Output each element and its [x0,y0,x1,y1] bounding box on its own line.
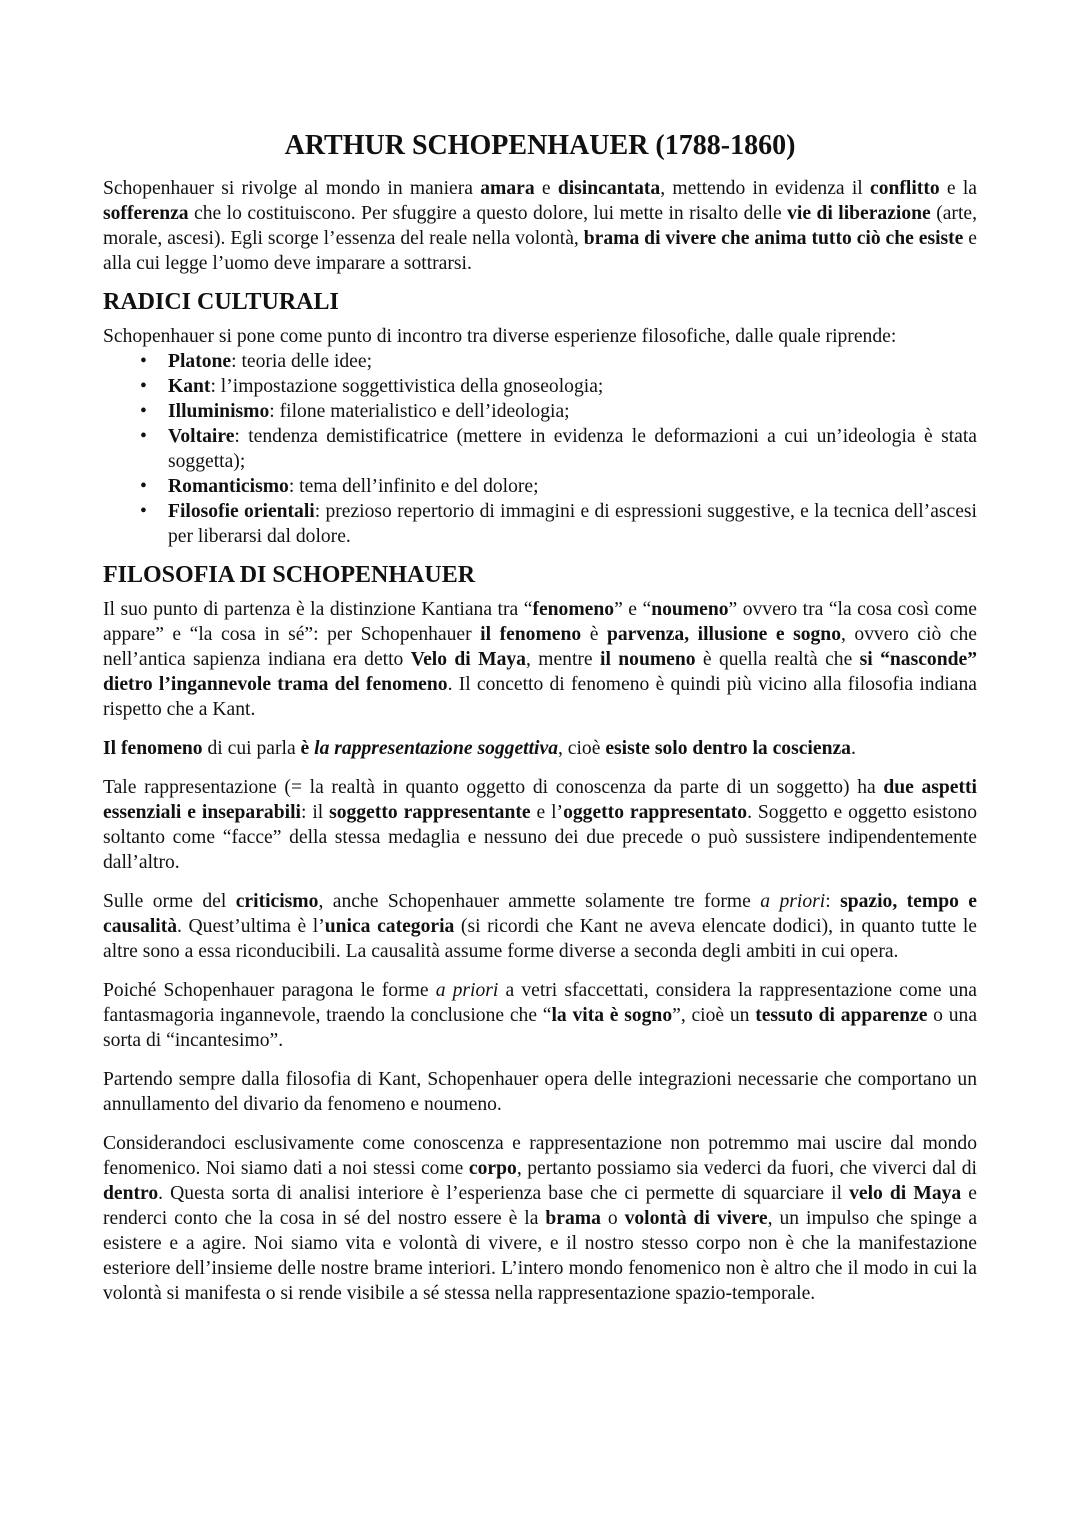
bullet-icon: • [140,426,147,447]
page-title: ARTHUR SCHOPENHAUER (1788-1860) [284,130,796,161]
body-paragraph: Considerandoci esclusivamente come conoscenza e rappresentazione non potremmo mai uscire dal mondo fenomenico. Noi siamo dati a noi stessi come corpo, pertanto possiamo sia vederci da fuori, che viverci dal di dentro. Questa sorta di analisi interiore è l’esperienza base che ci permette di squarciare il velo di Maya e renderci conto che la cosa in sé del nostro essere è la brama o volontà di vivere, un impulso che spinge a esistere e a agire. Noi siamo vita e volontà di vivere, e il nostro stesso corpo non è che la manifestazione esteriore dell’insieme delle nostre brame interiori. L’intero mondo fenomenico non è altro che il modo in cui la volontà si manifesta o si rende visibile a sé stessa nella rappresentazione spazio-temporale. [103,1133,978,1304]
body-paragraph: Il fenomeno di cui parla è la rappresentazione soggettiva, cioè esiste solo dentro la coscienza. [103,738,856,759]
body-paragraph: Tale rappresentazione (= la realtà in quanto oggetto di conoscenza da parte di un soggetto) ha due aspetti essenziali e inseparabili: il soggetto rappresentante e l’oggetto rappresentato. Soggetto e oggetto esistono soltanto come “facce” della stessa medaglia e nessuno dei due precede o può sussistere indipendentemente dall’altro. [103,777,977,873]
body-paragraph: Sulle orme del criticismo, anche Schopenhauer ammette solamente tre forme a priori: spazio, tempo e causalità. Quest’ultima è l’unica categoria (si ricordi che Kant ne aveva elencate dodici), in quanto tutte le altre sono a essa riconducibili. La causalità assume forme diverse a seconda degli ambiti in cui opera. [103,891,977,962]
bullet-icon: • [140,376,147,397]
section-lead-paragraph: Schopenhauer si pone come punto di incontro tra diverse esperienze filosofiche, dalle quale riprende: [103,326,897,347]
list-item-text: Platone: teoria delle idee; [168,351,373,372]
list-item-text: Filosofie orientali: prezioso repertorio di immagini e di espressioni suggestive, e la tecnica dell’ascesi per liberarsi dal dolore. [168,501,977,547]
list-item [103,374,977,399]
influences-list [103,349,977,549]
list-item [103,424,977,474]
section-heading-filosofia: FILOSOFIA DI SCHOPENHAUER [103,562,476,588]
list-item [103,499,977,549]
bullet-icon: • [140,401,147,422]
list-item-text: Romanticismo: tema dell’infinito e del dolore; [168,476,539,497]
bullet-icon: • [140,476,147,497]
section-heading-radici-culturali: RADICI CULTURALI [103,289,339,315]
list-item [103,349,977,374]
body-paragraph: Partendo sempre dalla filosofia di Kant, Schopenhauer opera delle integrazioni necessarie che comportano un annullamento del divario da fenomeno e noumeno. [103,1069,977,1115]
list-item [103,399,977,424]
bullet-icon: • [140,351,147,372]
list-item [103,474,977,499]
list-item-text: Illuminismo: filone materialistico e dell’ideologia; [168,401,570,422]
list-item-text: Voltaire: tendenza demistificatrice (mettere in evidenza le deformazioni a cui un’ideologia è stata soggetta); [168,426,977,472]
body-paragraph: Il suo punto di partenza è la distinzione Kantiana tra “fenomeno” e “noumeno” ovvero tra “la cosa così come appare” e “la cosa in sé”: per Schopenhauer il fenomeno è parvenza, illusione e sogno, ovvero ciò che nell’antica sapienza indiana era detto Velo di Maya, mentre il noumeno è quella realtà che si “nasconde” dietro l’ingannevole trama del fenomeno. Il concetto di fenomeno è quindi più vicino alla filosofia indiana rispetto che a Kant. [103,599,978,720]
list-item-text: Kant: l’impostazione soggettivistica della gnoseologia; [168,376,604,397]
bullet-icon: • [140,501,147,522]
intro-paragraph: Schopenhauer si rivolge al mondo in maniera amara e disincantata, mettendo in evidenza il conflitto e la sofferenza che lo costituiscono. Per sfuggire a questo dolore, lui mette in risalto delle vie di liberazione (arte, morale, ascesi). Egli scorge l’essenza del reale nella volontà, brama di vivere che anima tutto ciò che esiste e alla cui legge l’uomo deve imparare a sottrarsi. [103,178,977,274]
body-paragraph: Poiché Schopenhauer paragona le forme a priori a vetri sfaccettati, considera la rappresentazione come una fantasmagoria ingannevole, traendo la conclusione che “la vita è sogno”, cioè un tessuto di apparenze o una sorta di “incantesimo”. [103,980,978,1051]
